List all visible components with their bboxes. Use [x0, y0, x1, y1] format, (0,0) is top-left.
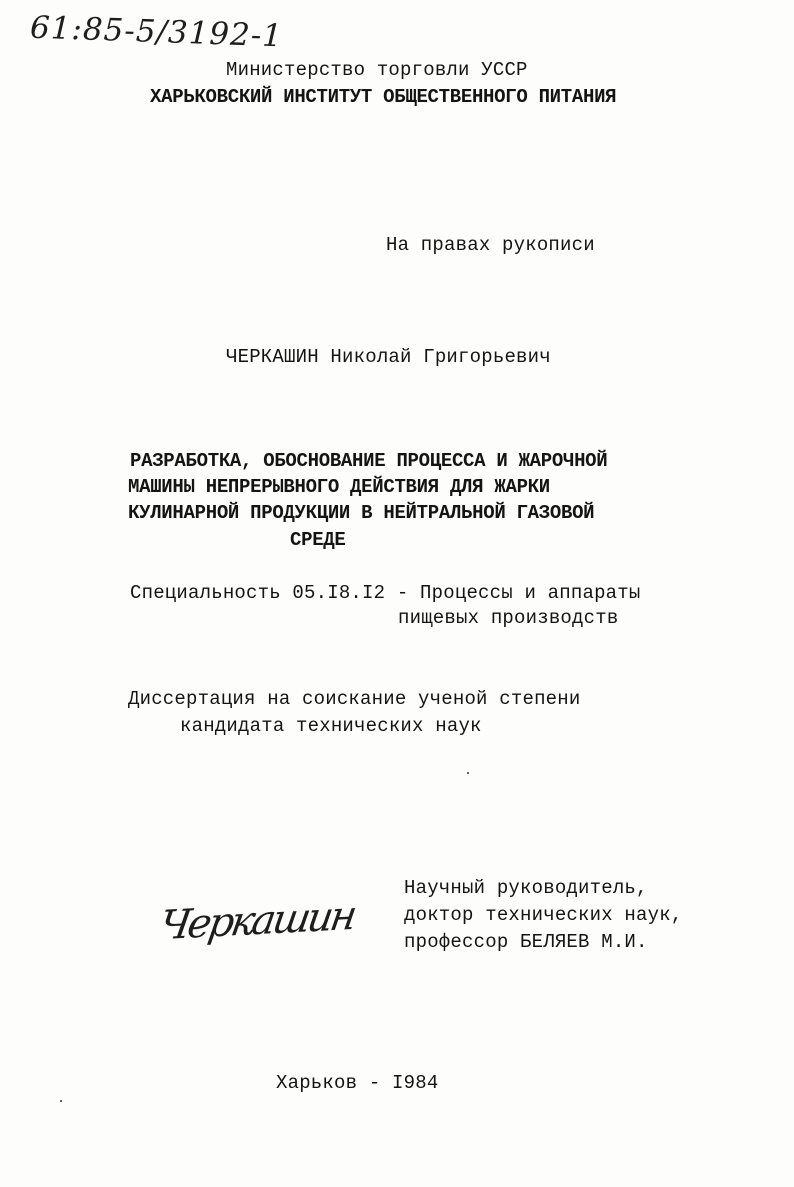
title-line-3: КУЛИНАРНОЙ ПРОДУКЦИИ В НЕЙТРАЛЬНОЙ ГАЗОВОЙ [128, 502, 595, 524]
advisor-line-3: профессор БЕЛЯЕВ М.И. [404, 931, 648, 953]
scan-speck [60, 1100, 62, 1102]
scan-speck [467, 772, 469, 774]
advisor-line-1: Научный руководитель, [404, 877, 648, 899]
institute-line: ХАРЬКОВСКИЙ ИНСТИТУТ ОБЩЕСТВЕННОГО ПИТАНИЯ [150, 86, 617, 108]
dissertation-line-1: Диссертация на соискание ученой степени [128, 688, 581, 710]
title-line-4: СРЕДЕ [290, 529, 346, 551]
archive-mark: 61:85-5/3192-1 [29, 9, 284, 55]
specialty-line-1: Специальность 05.I8.I2 - Процессы и аппараты [130, 582, 641, 604]
title-line-2: МАШИНЫ НЕПРЕРЫВНОГО ДЕЙСТВИЯ ДЛЯ ЖАРКИ [128, 476, 550, 498]
manuscript-rights: На правах рукописи [386, 234, 595, 256]
dissertation-line-2: кандидата технических наук [180, 715, 482, 737]
advisor-line-2: доктор технических наук, [404, 904, 683, 926]
specialty-line-2: пищевых производств [398, 607, 619, 629]
title-line-1: РАЗРАБОТКА, ОБОСНОВАНИЕ ПРОЦЕССА И ЖАРОЧНОЙ [130, 450, 608, 472]
ministry-line: Министерство торговли УССР [226, 59, 528, 81]
city-year: Харьков - I984 [276, 1072, 439, 1094]
signature: Черкашин [156, 892, 358, 950]
author-name: ЧЕРКАШИН Николай Григорьевич [226, 346, 551, 368]
